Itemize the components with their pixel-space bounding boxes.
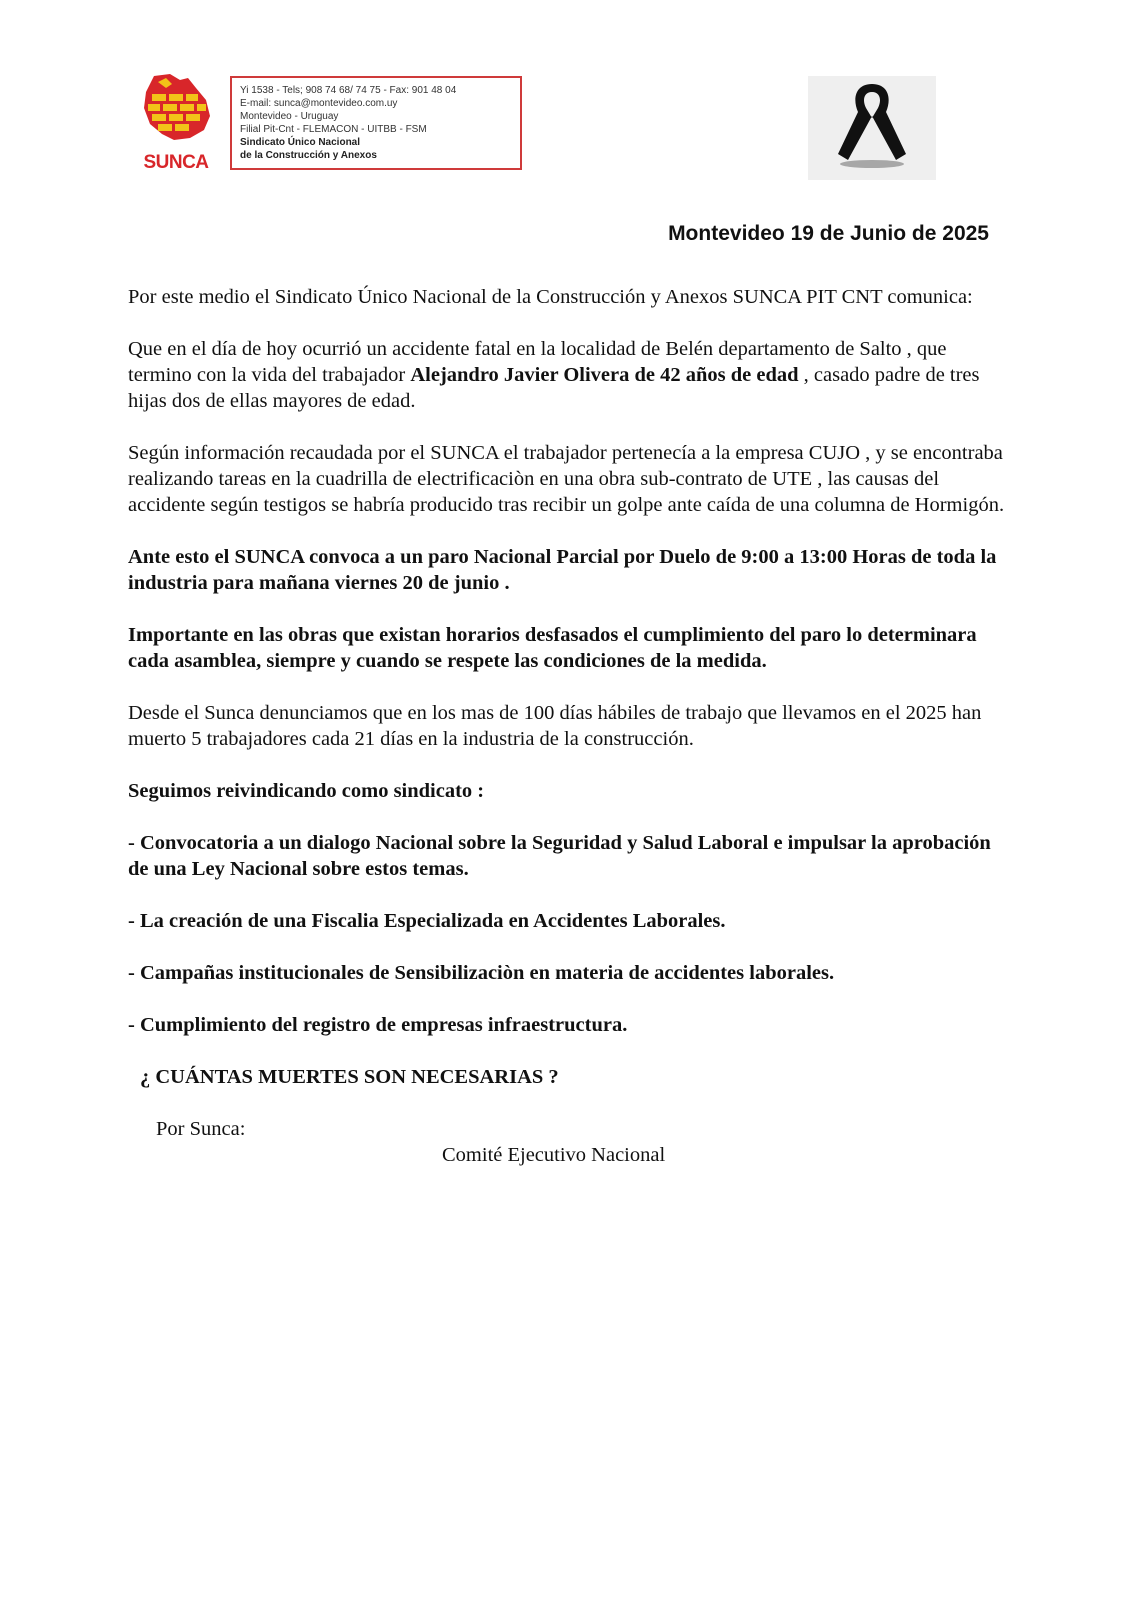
mourning-ribbon-image [808,76,936,180]
org-name-line: de la Construcción y Anexos [240,150,377,161]
letter-date: Montevideo 19 de Junio de 2025 [668,222,989,245]
logo-text: SUNCA [143,152,209,173]
letter-body [128,284,1008,1168]
closing-question: ¿ CUÁNTAS MUERTES SON NECESARIAS ? [140,1066,559,1088]
demands-heading: Seguimos reivindicando como sindicato : [128,780,485,802]
contact-line: E-mail: sunca@montevideo.com.uy [240,98,398,109]
demand-item: - Cumplimiento del registro de empresas infraestructura. [128,1014,628,1036]
intro-paragraph: Por este medio el Sindicato Único Nacional de la Construcción y Anexos SUNCA PIT CNT comunica: [128,286,973,308]
contact-info-box [230,76,522,170]
strike-paragraph: Ante esto el SUNCA convoca a un paro Nacional Parcial por Duelo de 9:00 a 13:00 Horas de toda la industria para mañana viernes 20 de junio . [128,546,997,594]
denounce-paragraph: Desde el Sunca denunciamos que en los mas de 100 días hábiles de trabajo que llevamos en el 2025 han muerto 5 trabajadores cada 21 días en la industria de la construcción. [128,702,982,750]
contact-line: Montevideo - Uruguay [240,111,339,122]
info-paragraph: Según información recaudada por el SUNCA el trabajador pertenecía a la empresa CUJO , y se encontraba realizando tareas en la cuadrilla de electrificaciòn en una obra sub-contrato de UTE , las causas del accidente según testigos se habría producido tras recibir un golpe ante caída de una columna de Hormigón. [128,442,1005,516]
worker-name: Alejandro Javier Olivera de 42 años de edad [410,364,799,386]
contact-line: Yi 1538 - Tels; 908 74 68/ 74 75 - Fax: 901 48 04 [240,85,457,96]
demand-item: - Campañas institucionales de Sensibilizaciòn en materia de accidentes laborales. [128,962,835,984]
important-paragraph: Importante en las obras que existan horarios desfasados el cumplimiento del paro lo determinara cada asamblea, siempre y cuando se respete las condiciones de la medida. [128,624,977,672]
contact-line: Filial Pit-Cnt - FLEMACON - UITBB - FSM [240,124,427,135]
accident-paragraph [128,336,1008,414]
accident-text-end: , casado padre de tres hijas dos de ellas mayores de edad. [128,364,980,412]
demand-item: - Convocatoria a un dialogo Nacional sobre la Seguridad y Salud Laboral e impulsar la aprobación de una Ley Nacional sobre estos temas. [128,832,991,880]
sunca-logo [140,72,212,178]
uruguay-map-logo-icon [140,72,212,152]
black-ribbon-icon [808,76,936,180]
demand-item: - La creación de una Fiscalia Especializada en Accidentes Laborales. [128,910,726,932]
signature-by: Por Sunca: [156,1118,246,1140]
signature-committee: Comité Ejecutivo Nacional [442,1144,666,1166]
org-name-line: Sindicato Único Nacional [240,137,361,148]
accident-text: Que en el día de hoy ocurrió un accidente fatal en la localidad de Belén departamento de Salto , que termino con la vida del trabajador [128,338,947,386]
